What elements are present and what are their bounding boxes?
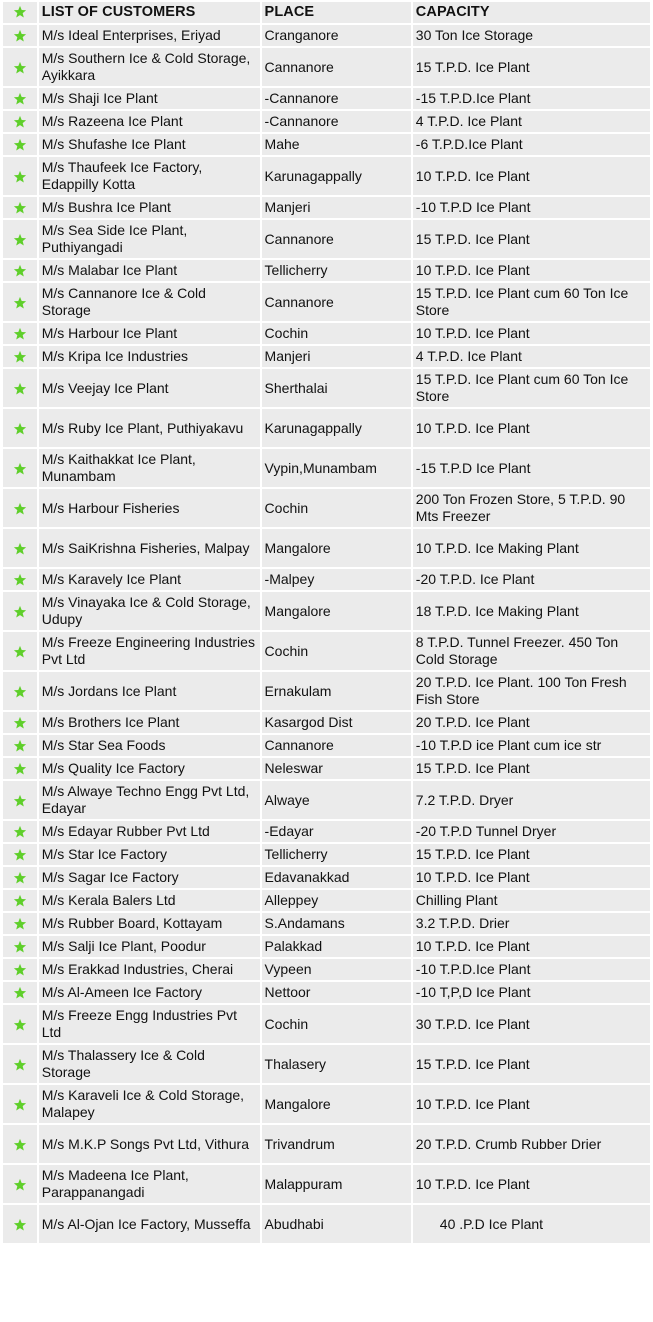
customer-place: Manjeri — [262, 197, 411, 218]
star-icon — [13, 115, 27, 129]
customer-name: M/s Bushra Ice Plant — [39, 197, 260, 218]
row-icon-cell — [3, 197, 37, 218]
customer-capacity: 10 T.P.D. Ice Plant — [413, 323, 650, 344]
row-icon-cell — [3, 283, 37, 321]
customer-name: M/s Sagar Ice Factory — [39, 867, 260, 888]
customer-capacity: -10 T.P.D Ice Plant — [413, 197, 650, 218]
row-icon-cell — [3, 409, 37, 447]
customer-capacity: 40 .P.D Ice Plant — [413, 1205, 650, 1243]
customer-place: -Malpey — [262, 569, 411, 590]
customer-name: M/s Freeze Engineering Industries Pvt Ltd — [39, 632, 260, 670]
table-row — [3, 220, 650, 258]
table-row — [3, 844, 650, 865]
row-icon-cell — [3, 982, 37, 1003]
row-icon-cell — [3, 844, 37, 865]
table-row — [3, 1085, 650, 1123]
star-icon — [13, 605, 27, 619]
customer-place: Cannanore — [262, 48, 411, 86]
customer-name: M/s Ideal Enterprises, Eriyad — [39, 25, 260, 46]
customer-capacity: -6 T.P.D.Ice Plant — [413, 134, 650, 155]
row-icon-cell — [3, 936, 37, 957]
row-icon-cell — [3, 781, 37, 819]
row-icon-cell — [3, 489, 37, 527]
customer-capacity: 20 T.P.D. Crumb Rubber Drier — [413, 1125, 650, 1163]
row-icon-cell — [3, 712, 37, 733]
customer-place: Ernakulam — [262, 672, 411, 710]
customer-capacity: -20 T.P.D Tunnel Dryer — [413, 821, 650, 842]
row-icon-cell — [3, 735, 37, 756]
star-icon — [13, 1178, 27, 1192]
table-row — [3, 1165, 650, 1203]
row-icon-cell — [3, 959, 37, 980]
table-row — [3, 735, 650, 756]
row-icon-cell — [3, 1205, 37, 1243]
customer-place: Cochin — [262, 632, 411, 670]
row-icon-cell — [3, 672, 37, 710]
star-icon — [13, 1138, 27, 1152]
customers-table — [1, 0, 652, 1245]
customer-capacity: -20 T.P.D. Ice Plant — [413, 569, 650, 590]
star-icon — [13, 739, 27, 753]
row-icon-cell — [3, 220, 37, 258]
customer-capacity: 7.2 T.P.D. Dryer — [413, 781, 650, 819]
star-icon — [13, 138, 27, 152]
customer-capacity: 15 T.P.D. Ice Plant cum 60 Ton Ice Store — [413, 369, 650, 407]
customer-name: M/s Southern Ice & Cold Storage, Ayikkara — [39, 48, 260, 86]
customer-capacity: -10 T.P.D ice Plant cum ice str — [413, 735, 650, 756]
star-icon — [13, 1058, 27, 1072]
row-icon-cell — [3, 1125, 37, 1163]
customer-name: M/s Ruby Ice Plant, Puthiyakavu — [39, 409, 260, 447]
customer-place: S.Andamans — [262, 913, 411, 934]
customer-capacity: 10 T.P.D. Ice Plant — [413, 409, 650, 447]
customer-capacity: Chilling Plant — [413, 890, 650, 911]
customer-name: M/s Karavely Ice Plant — [39, 569, 260, 590]
row-icon-cell — [3, 632, 37, 670]
star-icon — [13, 201, 27, 215]
customer-capacity: 20 T.P.D. Ice Plant — [413, 712, 650, 733]
customer-place: Mangalore — [262, 529, 411, 567]
customer-capacity: 10 T.P.D. Ice Making Plant — [413, 529, 650, 567]
row-icon-cell — [3, 529, 37, 567]
star-icon — [13, 296, 27, 310]
header-capacity: CAPACITY — [413, 2, 650, 23]
customer-name: M/s Alwaye Techno Engg Pvt Ltd, Edayar — [39, 781, 260, 819]
header-customers: LIST OF CUSTOMERS — [39, 2, 260, 23]
table-row — [3, 1125, 650, 1163]
star-icon — [13, 1218, 27, 1232]
customer-name: M/s Kerala Balers Ltd — [39, 890, 260, 911]
table-row — [3, 632, 650, 670]
row-icon-cell — [3, 569, 37, 590]
row-icon-cell — [3, 157, 37, 195]
star-icon — [13, 848, 27, 862]
customer-name: M/s Star Ice Factory — [39, 844, 260, 865]
row-icon-cell — [3, 821, 37, 842]
customer-place: Nettoor — [262, 982, 411, 1003]
row-icon-cell — [3, 1085, 37, 1123]
star-icon — [13, 233, 27, 247]
customer-place: Alwaye — [262, 781, 411, 819]
star-icon — [13, 716, 27, 730]
customer-capacity: 10 T.P.D. Ice Plant — [413, 1085, 650, 1123]
customer-place: -Edayar — [262, 821, 411, 842]
row-icon-cell — [3, 25, 37, 46]
customer-capacity: 30 Ton Ice Storage — [413, 25, 650, 46]
star-icon — [13, 170, 27, 184]
table-row — [3, 672, 650, 710]
star-icon — [13, 1018, 27, 1032]
customer-name: M/s Shufashe Ice Plant — [39, 134, 260, 155]
customer-place: Neleswar — [262, 758, 411, 779]
star-icon — [13, 871, 27, 885]
customer-place: Karunagappally — [262, 409, 411, 447]
table-row — [3, 936, 650, 957]
customer-name: M/s Kripa Ice Industries — [39, 346, 260, 367]
customer-capacity: 15 T.P.D. Ice Plant — [413, 48, 650, 86]
row-icon-cell — [3, 88, 37, 109]
customer-place: Cochin — [262, 1005, 411, 1043]
customer-place: Tellicherry — [262, 260, 411, 281]
customer-name: M/s Karaveli Ice & Cold Storage, Malapey — [39, 1085, 260, 1123]
row-icon-cell — [3, 913, 37, 934]
customer-capacity: 10 T.P.D. Ice Plant — [413, 260, 650, 281]
customer-place: Tellicherry — [262, 844, 411, 865]
customer-place: -Cannanore — [262, 88, 411, 109]
star-icon — [13, 327, 27, 341]
customer-name: M/s Veejay Ice Plant — [39, 369, 260, 407]
customer-capacity: 15 T.P.D. Ice Plant — [413, 1045, 650, 1083]
table-row — [3, 346, 650, 367]
star-icon — [13, 986, 27, 1000]
table-row — [3, 569, 650, 590]
customer-name: M/s Kaithakkat Ice Plant, Munambam — [39, 449, 260, 487]
row-icon-cell — [3, 346, 37, 367]
star-icon — [13, 462, 27, 476]
customer-place: Cannanore — [262, 220, 411, 258]
customer-capacity: 3.2 T.P.D. Drier — [413, 913, 650, 934]
customer-capacity: -10 T.P.D.Ice Plant — [413, 959, 650, 980]
table-row — [3, 890, 650, 911]
table-row — [3, 260, 650, 281]
table-row — [3, 758, 650, 779]
table-row — [3, 197, 650, 218]
header-place: PLACE — [262, 2, 411, 23]
customer-name: M/s Shaji Ice Plant — [39, 88, 260, 109]
table-row — [3, 88, 650, 109]
row-icon-cell — [3, 111, 37, 132]
row-icon-cell — [3, 867, 37, 888]
customer-capacity: 15 T.P.D. Ice Plant — [413, 758, 650, 779]
customer-capacity: 200 Ton Frozen Store, 5 T.P.D. 90 Mts Freezer — [413, 489, 650, 527]
row-icon-cell — [3, 1005, 37, 1043]
star-icon — [13, 92, 27, 106]
table-row — [3, 982, 650, 1003]
star-icon — [13, 350, 27, 364]
customer-place: Mangalore — [262, 592, 411, 630]
customer-place: Manjeri — [262, 346, 411, 367]
customer-capacity: 15 T.P.D. Ice Plant — [413, 220, 650, 258]
customer-name: M/s Edayar Rubber Pvt Ltd — [39, 821, 260, 842]
customer-name: M/s Rubber Board, Kottayam — [39, 913, 260, 934]
customer-capacity: 15 T.P.D. Ice Plant cum 60 Ton Ice Store — [413, 283, 650, 321]
table-row — [3, 867, 650, 888]
table-row — [3, 592, 650, 630]
row-icon-cell — [3, 758, 37, 779]
star-icon — [13, 29, 27, 43]
row-icon-cell — [3, 260, 37, 281]
customer-capacity: 30 T.P.D. Ice Plant — [413, 1005, 650, 1043]
table-row — [3, 913, 650, 934]
row-icon-cell — [3, 1045, 37, 1083]
table-row — [3, 712, 650, 733]
star-icon — [13, 382, 27, 396]
customer-name: M/s Cannanore Ice & Cold Storage — [39, 283, 260, 321]
table-row — [3, 157, 650, 195]
customer-name: M/s Madeena Ice Plant, Parappanangadi — [39, 1165, 260, 1203]
customer-name: M/s Al-Ameen Ice Factory — [39, 982, 260, 1003]
table-row — [3, 449, 650, 487]
customer-name: M/s M.K.P Songs Pvt Ltd, Vithura — [39, 1125, 260, 1163]
customer-name: M/s Harbour Fisheries — [39, 489, 260, 527]
customer-name: M/s SaiKrishna Fisheries, Malpay — [39, 529, 260, 567]
star-icon — [13, 422, 27, 436]
customer-place: Sherthalai — [262, 369, 411, 407]
customer-place: Cochin — [262, 323, 411, 344]
customer-name: M/s Malabar Ice Plant — [39, 260, 260, 281]
customer-capacity: 4 T.P.D. Ice Plant — [413, 346, 650, 367]
customer-place: Cranganore — [262, 25, 411, 46]
row-icon-cell — [3, 890, 37, 911]
customer-name: M/s Jordans Ice Plant — [39, 672, 260, 710]
table-row — [3, 134, 650, 155]
star-icon — [13, 762, 27, 776]
customer-name: M/s Quality Ice Factory — [39, 758, 260, 779]
table-row — [3, 111, 650, 132]
table-row — [3, 409, 650, 447]
customer-place: Cannanore — [262, 735, 411, 756]
customer-capacity: 10 T.P.D. Ice Plant — [413, 936, 650, 957]
table-row — [3, 781, 650, 819]
customer-capacity: 10 T.P.D. Ice Plant — [413, 867, 650, 888]
customer-place: -Cannanore — [262, 111, 411, 132]
star-icon — [13, 542, 27, 556]
customer-name: M/s Salji Ice Plant, Poodur — [39, 936, 260, 957]
customer-name: M/s Star Sea Foods — [39, 735, 260, 756]
customer-place: Trivandrum — [262, 1125, 411, 1163]
customer-place: Alleppey — [262, 890, 411, 911]
star-icon — [13, 502, 27, 516]
customer-place: Vypin,Munambam — [262, 449, 411, 487]
table-row — [3, 489, 650, 527]
customer-name: M/s Razeena Ice Plant — [39, 111, 260, 132]
table-row — [3, 323, 650, 344]
customer-place: Mangalore — [262, 1085, 411, 1123]
customer-name: M/s Vinayaka Ice & Cold Storage, Udupy — [39, 592, 260, 630]
star-icon — [13, 61, 27, 75]
star-icon — [13, 573, 27, 587]
customer-capacity: 8 T.P.D. Tunnel Freezer. 450 Ton Cold Storage — [413, 632, 650, 670]
customer-place: Palakkad — [262, 936, 411, 957]
table-row — [3, 283, 650, 321]
customer-name: M/s Freeze Engg Industries Pvt Ltd — [39, 1005, 260, 1043]
customer-capacity: 10 T.P.D. Ice Plant — [413, 157, 650, 195]
row-icon-cell — [3, 134, 37, 155]
customer-capacity: -15 T.P.D.Ice Plant — [413, 88, 650, 109]
customer-place: Thalasery — [262, 1045, 411, 1083]
row-icon-cell — [3, 592, 37, 630]
customer-place: Malappuram — [262, 1165, 411, 1203]
row-icon-cell — [3, 449, 37, 487]
customer-place: Kasargod Dist — [262, 712, 411, 733]
table-row — [3, 1205, 650, 1243]
customer-capacity: -10 T,P,D Ice Plant — [413, 982, 650, 1003]
row-icon-cell — [3, 1165, 37, 1203]
customer-place: Cannanore — [262, 283, 411, 321]
customer-name: M/s Erakkad Industries, Cherai — [39, 959, 260, 980]
customer-capacity: 20 T.P.D. Ice Plant. 100 Ton Fresh Fish Store — [413, 672, 650, 710]
customer-name: M/s Thaufeek Ice Factory, Edappilly Kotta — [39, 157, 260, 195]
customer-place: Abudhabi — [262, 1205, 411, 1243]
customer-name: M/s Thalassery Ice & Cold Storage — [39, 1045, 260, 1083]
table-row — [3, 25, 650, 46]
star-icon — [13, 963, 27, 977]
table-row — [3, 369, 650, 407]
table-row — [3, 959, 650, 980]
star-icon — [13, 685, 27, 699]
customer-capacity: 15 T.P.D. Ice Plant — [413, 844, 650, 865]
star-icon — [13, 264, 27, 278]
star-icon — [13, 5, 27, 19]
row-icon-cell — [3, 369, 37, 407]
table-row — [3, 1005, 650, 1043]
star-icon — [13, 1098, 27, 1112]
customer-capacity: 4 T.P.D. Ice Plant — [413, 111, 650, 132]
star-icon — [13, 917, 27, 931]
customer-place: Karunagappally — [262, 157, 411, 195]
header-row — [3, 2, 650, 23]
customer-capacity: -15 T.P.D Ice Plant — [413, 449, 650, 487]
star-icon — [13, 825, 27, 839]
customer-place: Vypeen — [262, 959, 411, 980]
customer-place: Edavanakkad — [262, 867, 411, 888]
customer-capacity: 10 T.P.D. Ice Plant — [413, 1165, 650, 1203]
customer-name: M/s Harbour Ice Plant — [39, 323, 260, 344]
header-icon-cell — [3, 2, 37, 23]
customer-capacity: 18 T.P.D. Ice Making Plant — [413, 592, 650, 630]
star-icon — [13, 794, 27, 808]
customer-place: Mahe — [262, 134, 411, 155]
table-row — [3, 821, 650, 842]
star-icon — [13, 940, 27, 954]
customer-name: M/s Sea Side Ice Plant, Puthiyangadi — [39, 220, 260, 258]
table-row — [3, 48, 650, 86]
row-icon-cell — [3, 323, 37, 344]
table-row — [3, 1045, 650, 1083]
row-icon-cell — [3, 48, 37, 86]
customer-name: M/s Brothers Ice Plant — [39, 712, 260, 733]
star-icon — [13, 894, 27, 908]
table-row — [3, 529, 650, 567]
customer-place: Cochin — [262, 489, 411, 527]
star-icon — [13, 645, 27, 659]
customer-name: M/s Al-Ojan Ice Factory, Musseffa — [39, 1205, 260, 1243]
